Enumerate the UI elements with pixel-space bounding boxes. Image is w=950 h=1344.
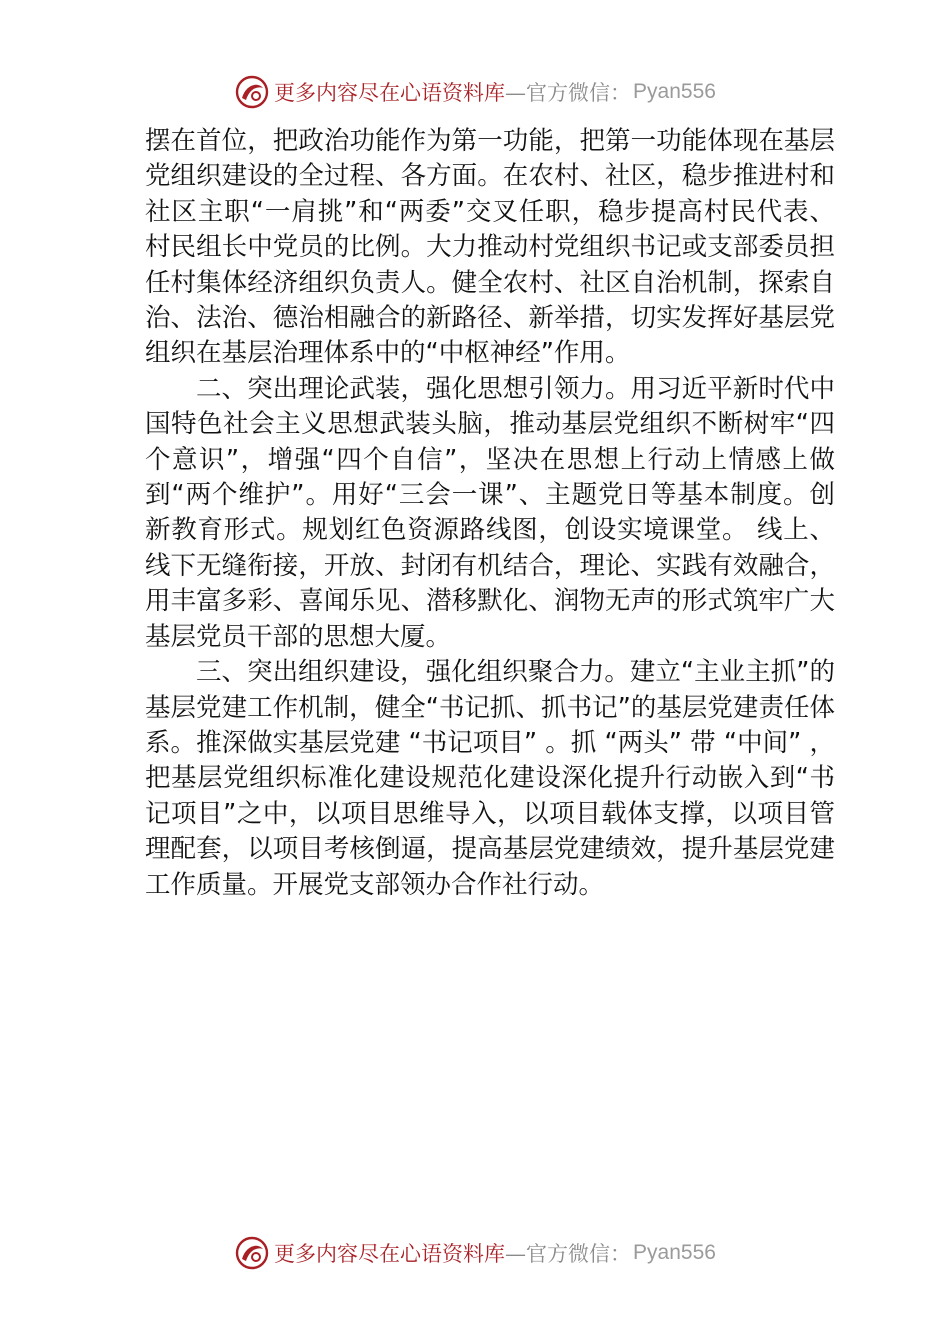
brand-logo-icon (234, 1235, 270, 1271)
header-banner-text: 更多内容尽在心语资料库 (274, 81, 506, 105)
brand-logo-icon (234, 74, 270, 110)
footer-wechat-id: Pyan556 (633, 1241, 716, 1264)
footer-banner (0, 1233, 950, 1273)
footer-banner-text: 更多内容尽在心语资料库 (274, 1242, 506, 1266)
paragraph-1: 摆在首位，把政治功能作为第一功能，把第一功能体现在基层党组织建设的全过程、各方面。在农村、社区，稳步推进村和社区主职“一肩挑”和“两委”交叉任职，稳步提高村民代表、村民组长中党员的比例。大力推动村党组织书记或支部委员担任村集体经济组织负责人。健全农村、社区自治机制，探索自治、法治、德治相融合的新路径、新举措，切实发挥好基层党组织在基层治理体系中的“中枢神经”作用。 (145, 126, 835, 369)
header-banner (0, 72, 950, 112)
header-wechat-id: Pyan556 (633, 80, 716, 103)
paragraph-2: 二、突出理论武装，强化思想引领力。用习近平新时代中国特色社会主义思想武装头脑，推动基层党组织不断树牢“四个意识”，增强“四个自信”，坚决在思想上行动上情感上做到“两个维护”。用好“三会一课”、主题党日等基本制度。创新教育形式。规划红色资源路线图，创设实境课堂。 线上、线下无缝衔接，开放、封闭有机结合，理论、实践有效融合，用丰富多彩、喜闻乐见、潜移默化、润物无声的形式筑牢广大基层党员干部的思想大厦。 (145, 373, 835, 652)
document-body (145, 124, 835, 903)
header-banner-suffix: —官方微信： (505, 81, 632, 105)
paragraph-3: 三、突出组织建设，强化组织聚合力。建立“主业主抓”的基层党建工作机制，健全“书记抓、抓书记”的基层党建责任体系。推深做实基层党建 “书记项目” 。抓 “两头” 带 “中间” ，把基层党组织标准化建设规范化建设深化提升行动嵌入到“书记项目”之中，以项目思维导入，以项目载体支撑，以项目管理配套，以项目考核倒逼，提高基层党建绩效，提升基层党建工作质量。开展党支部领办合作社行动。 (145, 657, 835, 900)
footer-banner-suffix: —官方微信： (505, 1242, 632, 1266)
